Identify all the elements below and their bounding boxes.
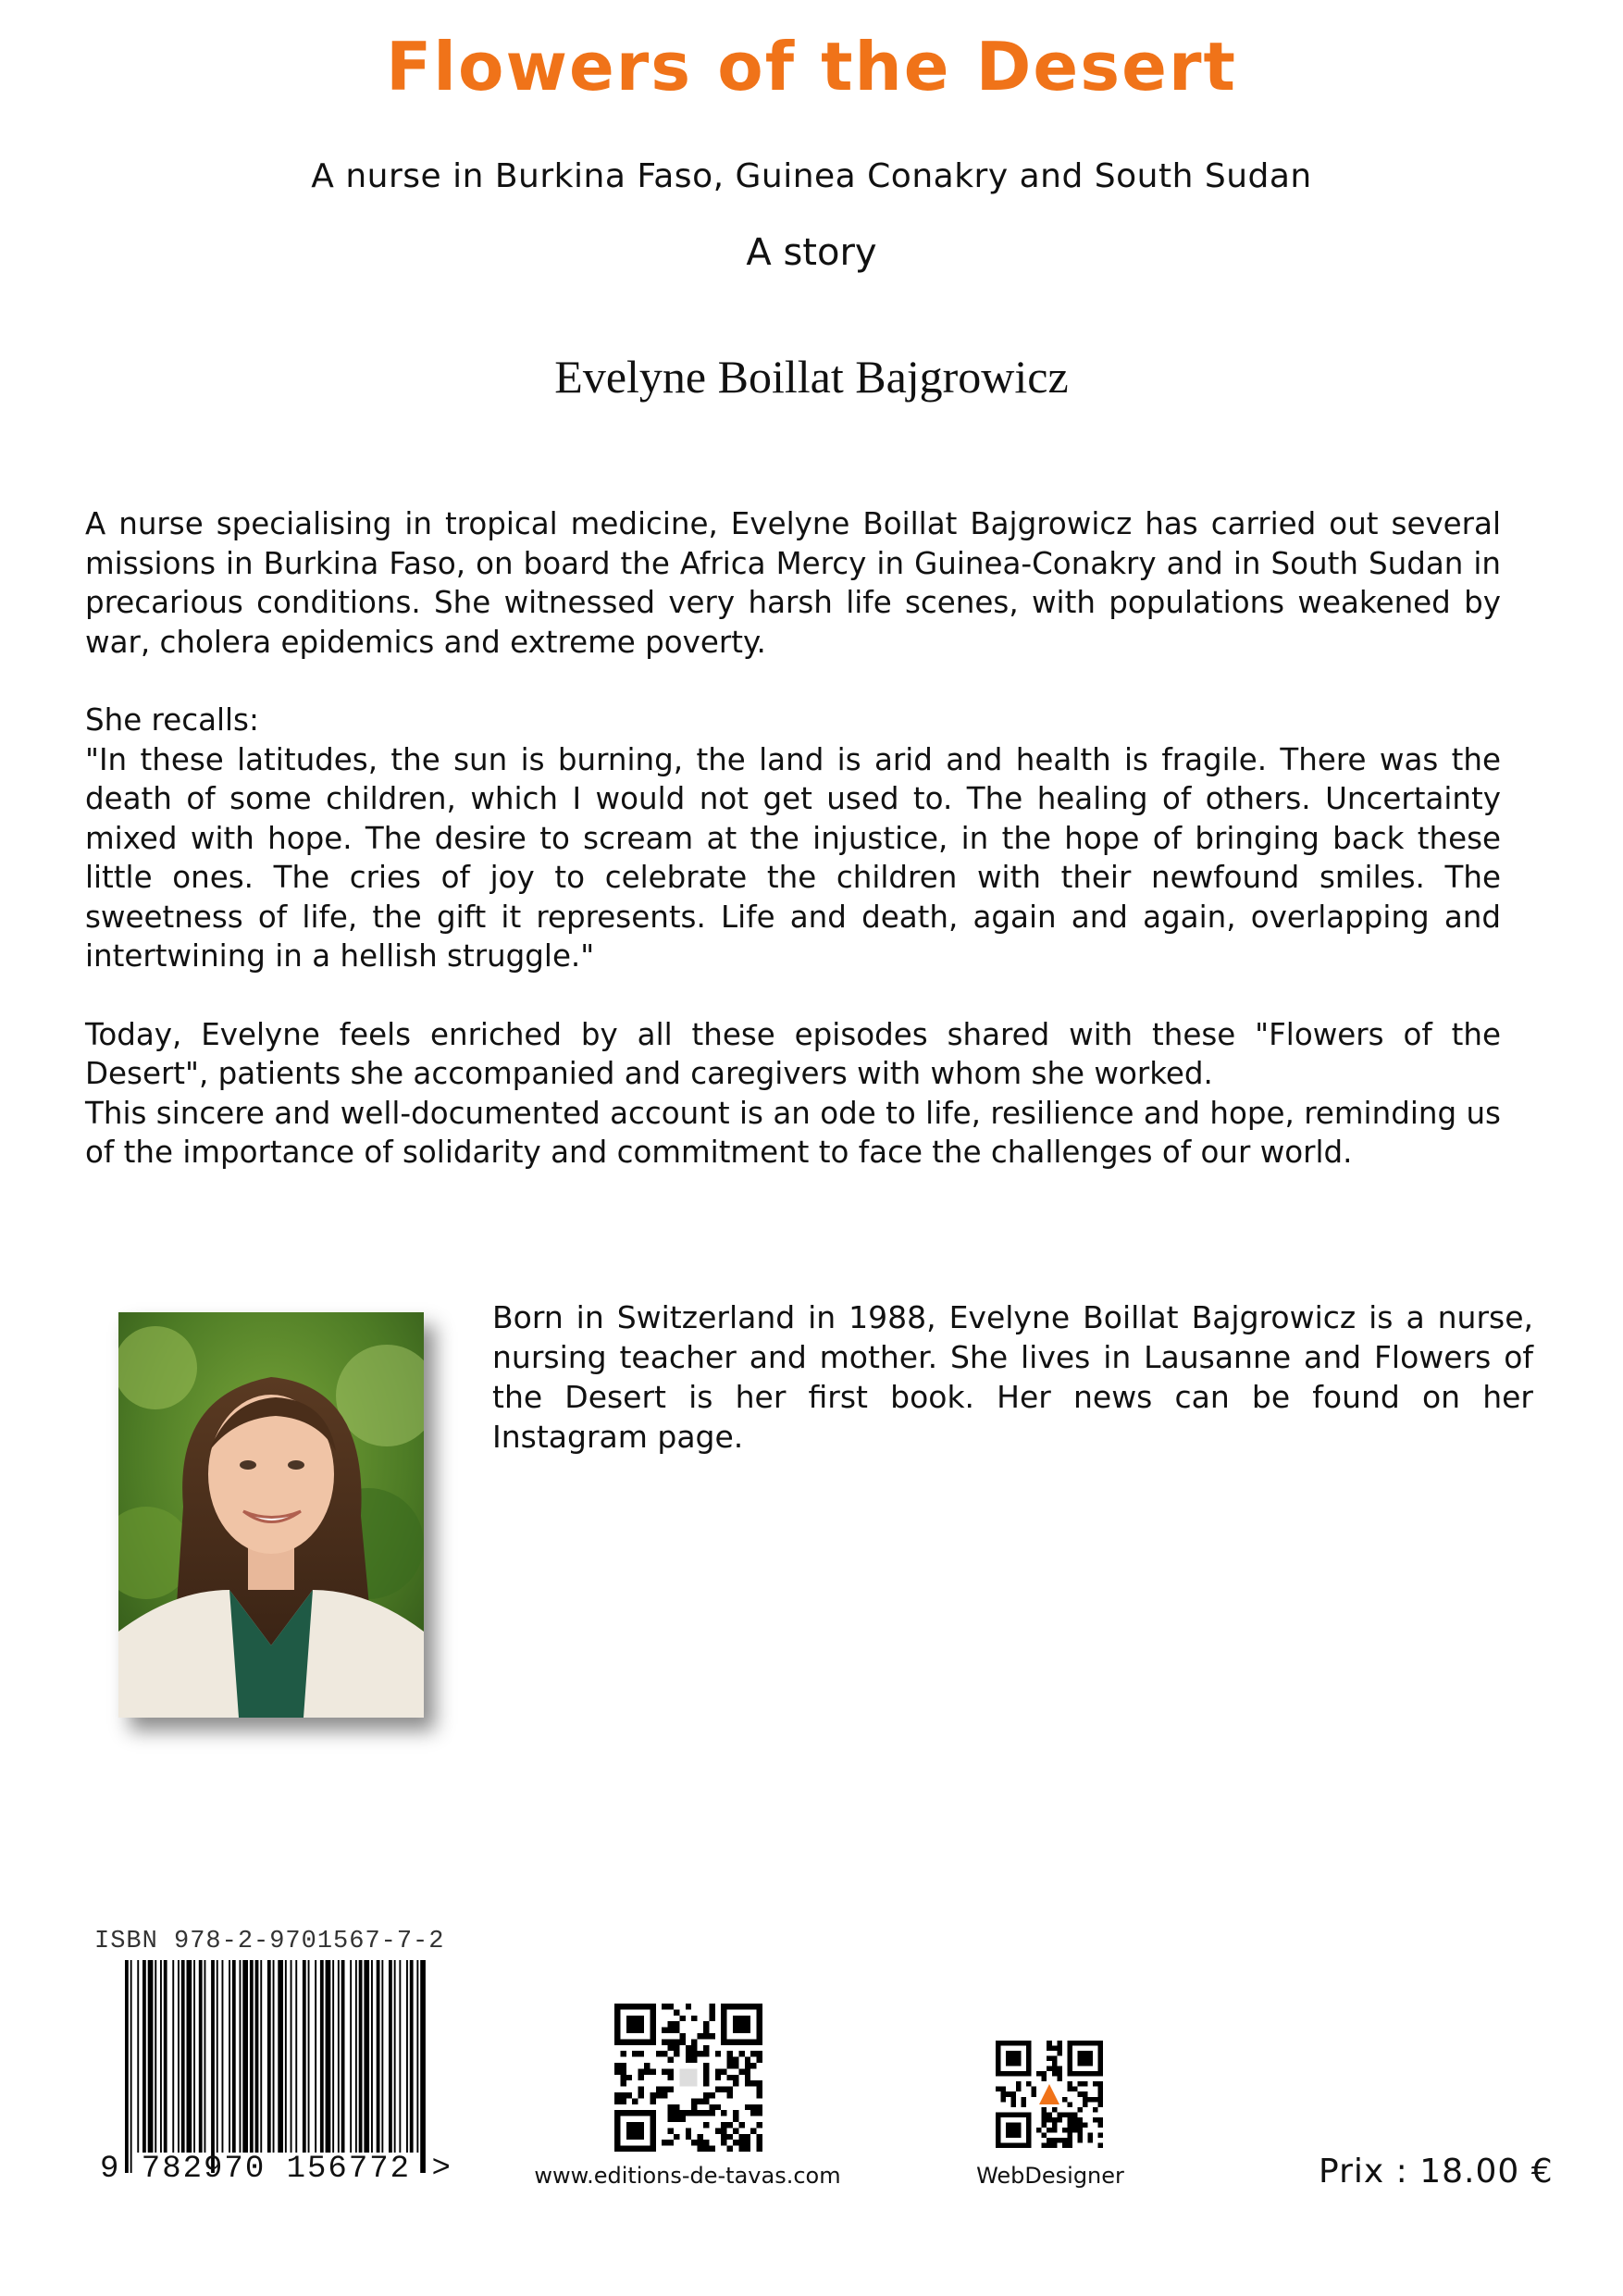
webdesigner-label: WebDesigner [976,2163,1124,2189]
summary-paragraph: A nurse specialising in tropical medicine, Evelyne Boillat Bajgrowicz has carried out several missions in Burkina Faso, on board the Africa Mercy in Guinea-Conakry and in South Sudan in precarious conditions. She witnessed very harsh life scenes, with populations weakened by war, cholera epidemics and extreme poverty. [85,506,1501,660]
publisher-qr-code[interactable] [614,2004,762,2152]
price-label: Prix : 18.00 € [1319,2153,1554,2191]
barcode [125,1960,430,2173]
summary-quote: "In these latitudes, the sun is burning, the land is arid and health is fragile. There was the death of some children, which I would not get used to. The healing of others. Uncertainty mixed with hope. The desire to scream at the injustice, in the hope of bringing back these little ones. The cries of joy to celebrate the children with their newfound smiles. The sweetness of life, the gift it represents. Life and death, again and again, overlapping and intertwining in a hellish struggle." [85,741,1501,974]
summary-paragraph: This sincere and well-documented account is an ode to life, resilience and hope, reminding us of the importance of solidarity and commitment to face the challenges of our world. [85,1095,1501,1170]
book-subtitle: A nurse in Burkina Faso, Guinea Conakry and South Sudan [311,157,1312,195]
publisher-website-link[interactable]: www.editions-de-tavas.com [534,2163,841,2189]
isbn-label: ISBN 978-2-9701567-7-2 [94,1928,445,1955]
summary-recalls-label: She recalls: [85,702,259,738]
author-bio: Born in Switzerland in 1988, Evelyne Boillat Bajgrowicz is a nurse, nursing teacher and mother. She lives in Lausanne and Flowers of the Desert is her first book. Her news can be found on her Instagram page. [492,1299,1533,1455]
book-summary [85,504,1501,1173]
book-title: Flowers of the Desert [386,28,1237,105]
summary-paragraph: Today, Evelyne feels enriched by all these episodes shared with these "Flowers of the Desert", patients she accompanied and caregivers with whom she worked. [85,1016,1501,1091]
webdesigner-qr-code[interactable] [996,2041,1103,2148]
author-name: Evelyne Boillat Bajgrowicz [554,351,1069,403]
author-photo [118,1312,424,1718]
genre-label: A story [746,231,877,274]
barcode-digits: 9 782970 156772 > [100,2152,452,2187]
